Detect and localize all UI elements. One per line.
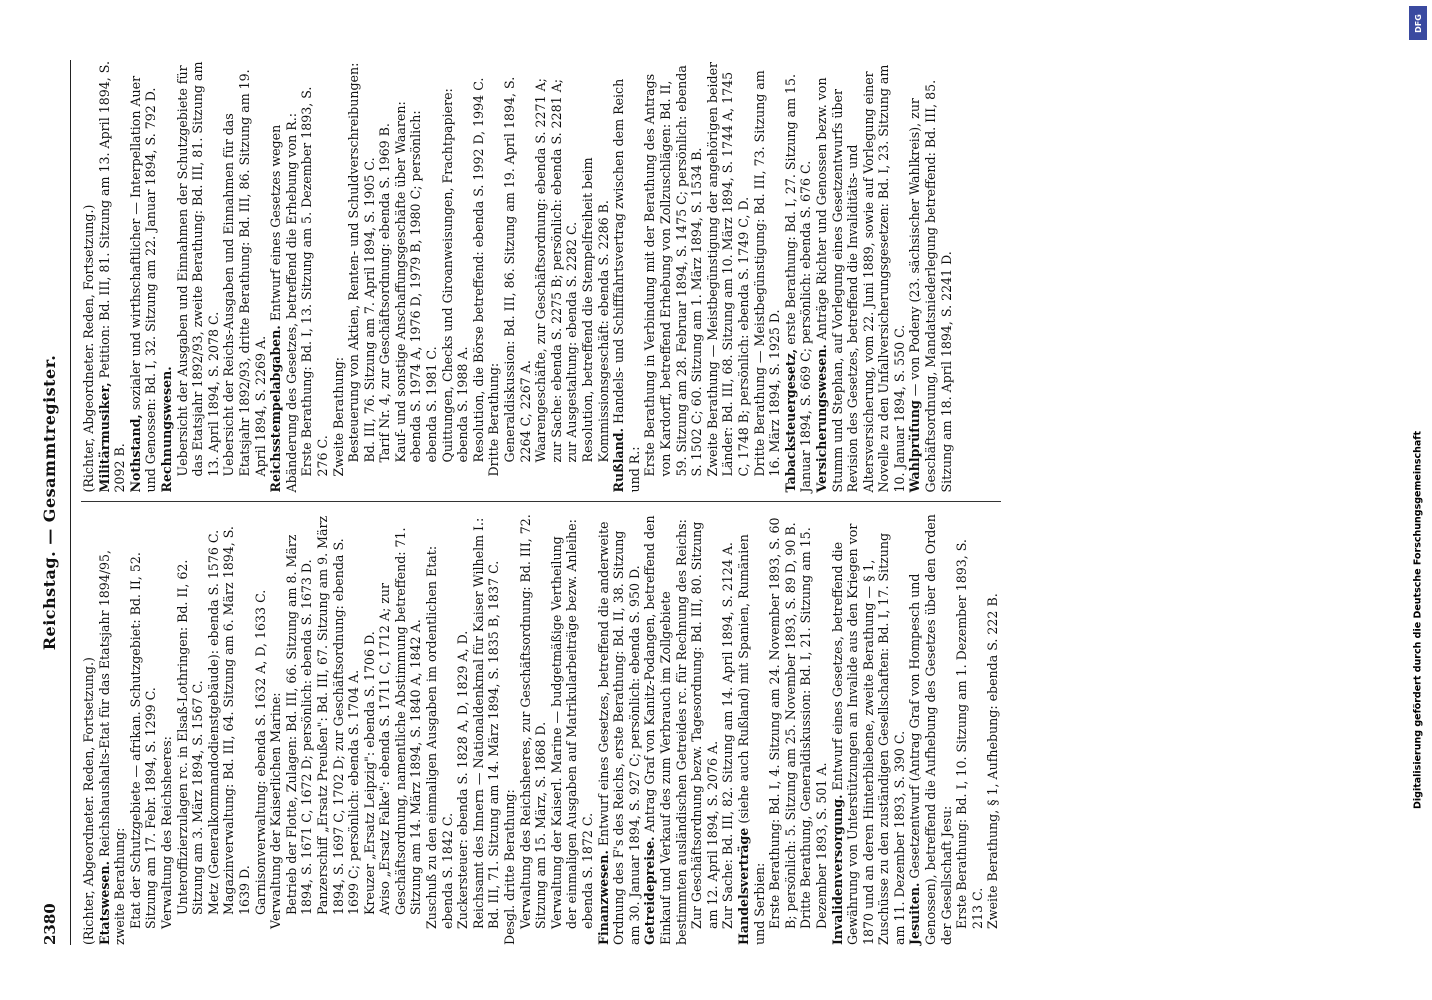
entry-text: Aviso „Ersatz Falke": ebenda S. 1711 C, 1712 A; zur Geschäftsordnung, namentliche Abstimmung betreffend: 71. Sitzung am 14. März 1894, S. 1840 A, 1842 A. <box>377 527 424 915</box>
entry-heading: Reichsstempelabgaben. <box>268 325 284 493</box>
entry-text: Anträge Richter und Genossen bezw. von Stumm und Stephan, auf Vorlegung eines Gesetzentwurfs über Revision des Gesetzes, betreffend die Invaliditäts- und Altersversicherung, vom 22. Juni 1889, sowie auf Vorlegung einer Novelle zu den Unfallversicherungsgesetzen: Bd. I, 23. Sitzung am 10. Januar 1894, S. 550 C. <box>813 64 907 493</box>
entry-heading: Militärmusiker, <box>96 382 112 493</box>
entry-text: Zur Geschäftsordnung bezw. Tagesordnung: Bd. III, 80. Sitzung am 12. April 1894, S. 2076 A. <box>689 521 720 929</box>
entry-text: Kauf- und sonstige Anschaffungsgeschäfte über Waaren: ebenda S. 1974 A, 1976 D, 1979 B, 1980 C; persönlich: ebenda S. 1981 C. <box>392 101 440 463</box>
page-number: 2380 <box>41 903 59 945</box>
entry-text: — von Podeny (23. sächsischer Wahlkreis), zur Geschäftsordnung, Mandatsniederlegung betreffend: Bd. III, 85. Sitzung am 18. April 1894, S. 2241 D. <box>907 79 954 493</box>
entry-heading: Rechnungswesen. <box>158 366 174 493</box>
index-entry <box>331 60 347 493</box>
index-entry <box>611 60 642 493</box>
index-entry <box>518 513 549 946</box>
index-entry <box>471 60 487 493</box>
entry-heading: Rußland. <box>611 428 627 493</box>
entry-text: Zweite Berathung: <box>330 357 346 477</box>
entry-text: Dritte Berathung — Meistbegünstigung: Bd. III, 73. Sitzung am 16. März 1894, S. 1925 D. <box>751 70 783 477</box>
entry-text: Kreuzer „Ersatz Leipzig": ebenda S. 1706 D. <box>361 631 377 915</box>
entry-heading: Handelsverträge <box>735 827 751 945</box>
entry-heading: Jesuiten. <box>907 882 923 945</box>
entry-text: Gesetzentwurf (Antrag Graf von Hompesch und Genossen), betreffend die Aufhebung des Gesetzes über den Orden der Gesellschaft Jesu: <box>907 514 954 945</box>
entry-text: Verwaltung des Reichsheeres, zur Geschäftsordnung: Bd. III, 72. Sitzung am 15. März, S. 1868 D. <box>517 514 549 929</box>
entry-text: Uebersicht der Ausgaben und Einnahmen der Schutzgebiete für das Etatsjahr 1892/93, zweite Berathung: Bd. III, 81. Sitzung am 13. April 1894, S. 2078 C. <box>174 61 221 477</box>
entry-heading: Versicherungswesen. <box>813 344 829 493</box>
left-column <box>81 513 1001 946</box>
dfg-logo: DFG <box>1409 6 1427 40</box>
index-entry <box>97 60 128 493</box>
entry-text: Panzerschiff „Ersatz Preußen": Bd. III, 67. Sitzung am 9. März 1894, S. 1697 C, 1702 D; zur Geschäftsordnung: ebenda S. 1699 C; persönlich: ebenda S. 1704 A. <box>314 515 362 915</box>
index-entry <box>814 60 908 493</box>
index-entry <box>299 60 330 493</box>
index-entry <box>549 513 596 946</box>
entry-text: (Richter, Abgeordneter. Reden, Fortsetzung.) <box>81 657 96 945</box>
index-entry <box>206 513 222 946</box>
entry-text: Resolution, die Börse betreffend: ebenda S. 1992 D, 1994 C. <box>470 77 486 463</box>
index-entry <box>783 60 814 493</box>
entry-text: Dritte Berathung: <box>486 362 502 477</box>
index-entry <box>424 513 455 946</box>
index-entry <box>736 513 767 946</box>
entry-text: Zur Sache: Bd. III, 82. Sitzung am 14. April 1894, S. 2124 A. <box>720 542 736 929</box>
entry-text: Resolution, betreffend die Stempelfreiheit beim Kommissionsgeschäft: ebenda S. 2286 B. <box>580 157 611 463</box>
entry-text: Magazinverwaltung: Bd. III, 64. Sitzung am 6. März 1894, S. 1639 D. <box>221 526 252 915</box>
index-entry <box>502 513 518 946</box>
entry-text: (siehe auch Rußland) mit Spanien, Rumänien und Serbien: <box>735 534 767 945</box>
entry-text: Erste Berathung: Bd. I, 13. Sitzung am 5. Dezember 1893, S. 276 C. <box>299 86 330 477</box>
entry-text: Entwurf eines Gesetzes wegen Abänderung des Gesetzes, betreffend die Erhebung von R.: <box>268 113 299 493</box>
entry-heading: Getreidepreise. <box>642 836 658 945</box>
entry-heading: Finanzwesen. <box>595 850 611 945</box>
index-entry <box>393 60 440 493</box>
index-entry <box>705 60 752 493</box>
entry-text: Handels- und Schifffahrtsvertrag zwischen dem Reich und R.: <box>611 78 642 493</box>
right-column <box>81 60 1001 493</box>
entry-text: Tarif Nr. 4, zur Geschäftsordnung: ebenda S. 1969 B. <box>377 123 393 463</box>
entry-text: Entwurf eines Gesetzes, betreffend die anderweite Ordnung des F's des Reichs, erste Berathung: Bd. II, 38. Sitzung am 30. Januar 1894, S. 927 C; persönlich: ebenda S. 950 D. <box>595 521 642 945</box>
entry-text: Erste Berathung: Bd. I, 10. Sitzung am 1. Dezember 1893, S. 213 C. <box>954 539 985 929</box>
index-entry <box>689 513 720 946</box>
index-entry <box>830 513 908 946</box>
entry-text: Zweite Berathung — Meistbegünstigung der angehörigen beider Länder: Bd. III, 68. Sitzung am 10. März 1894, S. 1744 A, 1745 C, 1748 B; persönlich: ebenda S. 1749 C, D. <box>704 61 751 477</box>
index-entry <box>642 60 704 493</box>
index-entry <box>752 60 783 493</box>
index-entry <box>175 513 206 946</box>
entry-heading: Tabacksteuergesetz, <box>782 348 798 493</box>
index-entry <box>377 60 393 493</box>
index-entry <box>440 60 471 493</box>
entry-text: Erste Berathung in Verbindung mit der Berathung des Antrags von Kardorff, betreffend Erhebung von Zollzuschlägen: Bd. II, 59. Sitzung am 28. Februar 1894, S. 1475 C; persönlich: ebenda S. 1502 C; 60. Sitzung am 1. März 1894, S. 1534 B. <box>642 65 705 477</box>
entry-text: Uebersicht der Reichs-Ausgaben und Einnahmen für das Etatsjahr 1892/93, dritte Berathung: Bd. III, 86. Sitzung am 19. April 1894, S. 2269 A. <box>221 69 268 477</box>
entry-text: Verwaltung der Kaiserl. Marine — budgetmäßige Vertheilung der einmaligen Ausgaben auf Matrikularbeiträge bezw. Anleihe: ebenda S. 1872 C. <box>548 519 595 929</box>
entry-text: Erste Berathung: Bd. I, 4. Sitzung am 24. November 1893, S. 60 B; persönlich: 5. Sitzung am 25. November 1893, S. 89 D, 90 B. <box>767 517 798 929</box>
entry-text: Metz (Generalkommandodienstgebäude): ebenda S. 1576 C. <box>205 529 221 915</box>
index-entry <box>128 513 159 946</box>
entry-text: Betrieb der Flotte, Zulagen: Bd. III, 66. Sitzung am 8. März 1894, S. 1671 C, 1672 D; persönlich: ebenda S. 1673 D. <box>283 534 315 915</box>
entry-text: Petition: Bd. III, 81. Sitzung am 13. April 1894, S. 2092 B. <box>96 61 128 493</box>
index-entry <box>767 513 798 946</box>
entry-text: Reichsamt des Innern — Nationaldenkmal für Kaiser Wilhelm I.: Bd. III, 71. Sitzung am 14. März 1894, S. 1835 B, 1837 C. <box>470 517 502 929</box>
entry-text: Unteroffizierzulagen rc. in Elsaß-Lothringen: Bd. II, 62. Sitzung am 3. März 1894, S. 1567 C. <box>174 559 206 915</box>
entry-text: Antrag Graf von Kanitz-Podangen, betreffend den Einkauf und Verkauf des zum Verbrauch im Zollgebiete bestimmten ausländischen Getreides rc. für Rechnung des Reichs: <box>642 515 689 945</box>
entry-text: Etat der Schutzgebiete — afrikan. Schutzgebiet: Bd. II, 52. Sitzung am 17. Febr. 1894, S. 1299 C. <box>127 552 159 929</box>
index-entry <box>175 60 222 493</box>
index-entry <box>268 513 284 946</box>
index-entry <box>596 513 643 946</box>
index-entry <box>377 513 424 946</box>
index-entry <box>720 513 736 946</box>
index-entry <box>221 513 252 946</box>
index-entry <box>253 513 269 946</box>
index-entry <box>642 513 689 946</box>
index-entry <box>81 513 97 946</box>
index-entry <box>455 513 471 946</box>
index-entry <box>268 60 299 493</box>
dfg-credit-text: Digitalisierung gefördert durch die Deutsche Forschungsgemeinschaft <box>1412 431 1424 809</box>
index-entry <box>362 513 378 946</box>
index-entry <box>97 513 128 946</box>
entry-text: Quittungen, Checks und Giroanweisungen, Frachtpapiere: ebenda S. 1988 A. <box>439 88 471 463</box>
header-rule <box>70 60 71 945</box>
index-entry <box>221 60 268 493</box>
entry-text: Waarengeschäfte, zur Geschäftsordnung: ebenda S. 2271 A; zur Sache: ebenda S. 2275 B; persönlich: ebenda S. 2281 A; zur Ausgestaltung: ebenda S. 2282 C. <box>533 78 580 463</box>
index-entry <box>985 513 1001 946</box>
index-entry <box>128 60 159 493</box>
entry-text: Reichshaushalts-Etat für das Etatsjahr 1894/95, zweite Berathung: <box>96 549 128 945</box>
entry-text: Generaldiskussion: Bd. III, 86. Sitzung am 19. April 1894, S. 2264 C, 2267 A. <box>502 76 533 463</box>
index-entry <box>315 513 362 946</box>
entry-text: erste Berathung: Bd. I, 27. Sitzung am 15. Januar 1894, S. 669 C; persönlich: ebenda S. 676 C. <box>782 73 814 493</box>
entry-text: Besteuerung von Aktien, Renten- und Schuldverschreibungen: Bd. III, 76. Sitzung am 7. April 1894, S. 1905 C. <box>346 62 377 463</box>
entry-text: sozialer und wirthschaftlicher — Interpellation Auer und Genossen: Bd. I, 32. Sitzung am 22. Januar 1894, S. 792 D. <box>127 75 159 493</box>
entry-text: Zuschuß zu den einmaligen Ausgaben im ordentlichen Etat: ebenda S. 1842 C. <box>424 545 455 929</box>
index-entry <box>533 60 580 493</box>
entry-heading: Wahlprüfung <box>907 400 923 493</box>
running-head: Reichstag. — Gesammtregister. <box>40 354 59 651</box>
entry-text: Dritte Berathung, Generaldiskussion: Bd. I, 21. Sitzung am 15. Dezember 1893, S. 501 A. <box>798 527 829 929</box>
entry-text: Desgl. dritte Berathung: <box>502 789 518 945</box>
entry-heading: Invalidenversorgung. <box>829 794 845 945</box>
entry-text: Verwaltung der Kaiserlichen Marine: <box>268 692 284 929</box>
entry-text: Verwaltung des Reichsheeres: <box>158 736 174 929</box>
index-entry <box>159 60 175 493</box>
entry-text: Zuckersteuer: ebenda S. 1828 A, D, 1829 A, D. <box>455 630 471 929</box>
entry-text: (Richter, Abgeordneter. Reden, Fortsetzung.) <box>81 204 96 493</box>
entry-heading: Etatswesen. <box>96 861 112 945</box>
index-entry <box>580 60 611 493</box>
two-column-body <box>81 60 1001 945</box>
index-entry <box>954 513 985 946</box>
index-entry <box>907 60 954 493</box>
page-header <box>40 60 66 945</box>
index-entry <box>471 513 502 946</box>
index-entry <box>81 60 97 493</box>
entry-text: Zweite Berathung, § 1, Aufhebung: ebenda S. 222 B. <box>985 593 1001 929</box>
entry-text: Entwurf eines Gesetzes, betreffend die Gewährung von Unterstützungen an Invalide aus den Kriegen vor 1870 und an deren Hinterbliebene, zweite Berathung — § 1, Zuschüsse zu den zuständigen Gesellschaften: Bd. I, 17. Sitzung am 11. Dezember 1893, S. 390 C. <box>829 523 907 945</box>
index-entry <box>907 513 954 946</box>
index-entry <box>346 60 377 493</box>
entry-text: Garnisonverwaltung: ebenda S. 1632 A, D, 1633 C. <box>252 589 268 915</box>
index-entry <box>159 513 175 946</box>
index-entry <box>502 60 533 493</box>
index-entry <box>486 60 502 493</box>
index-entry <box>284 513 315 946</box>
index-entry <box>798 513 829 946</box>
entry-heading: Nothstand, <box>127 414 143 493</box>
